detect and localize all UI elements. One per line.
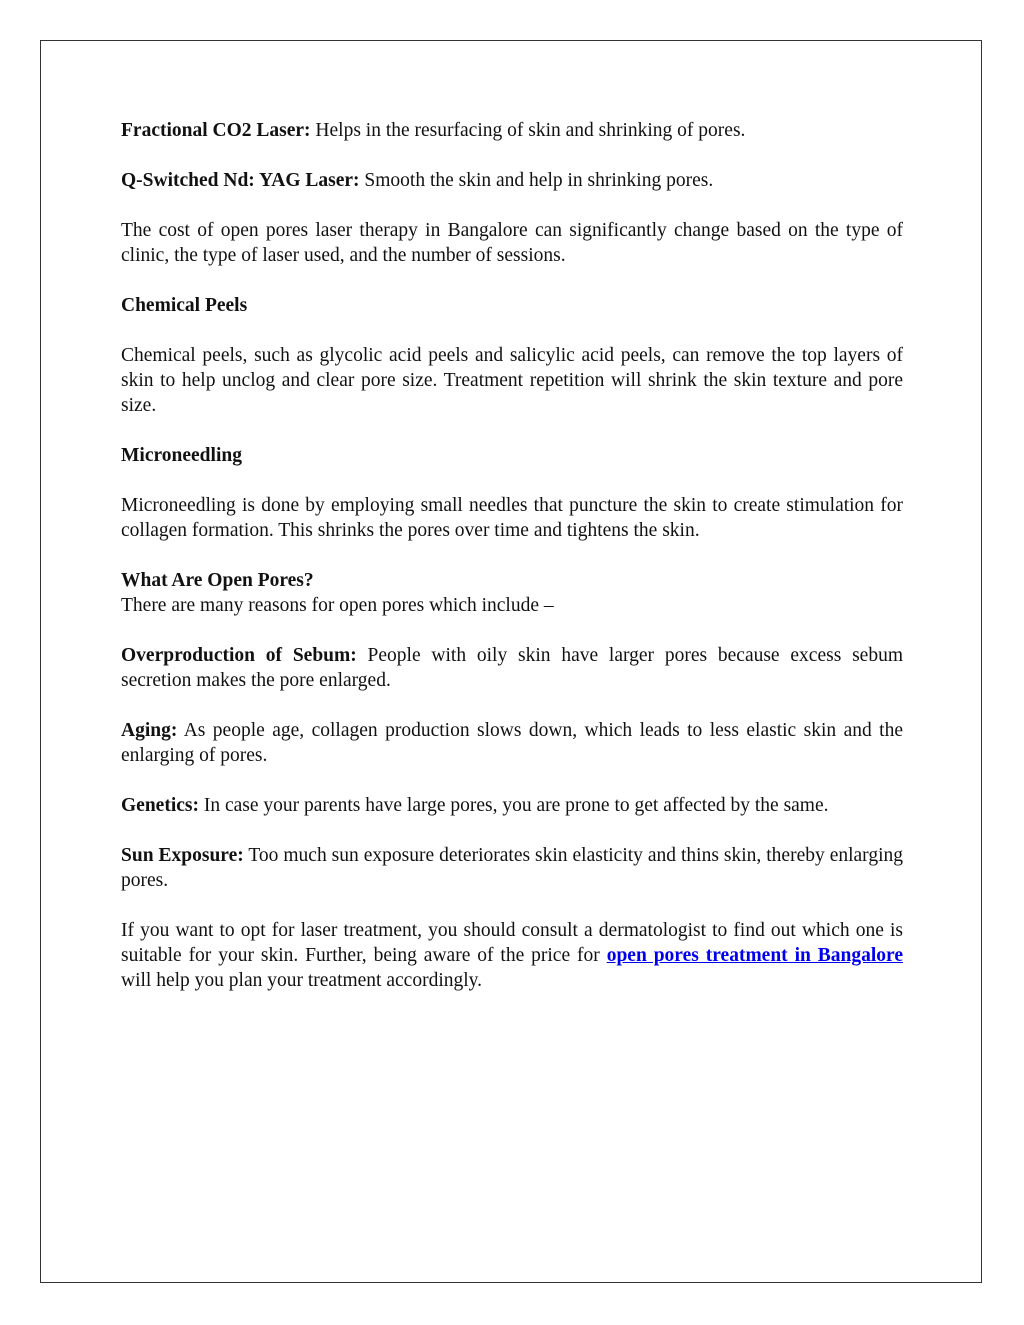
cost-paragraph: The cost of open pores laser therapy in Bangalore can significantly change based on the type of clinic, the type of laser used, and the number of sessions. (121, 220, 903, 266)
microneedling-heading-text: Microneedling (121, 445, 242, 466)
closing-text-before: If you want to opt for laser treatment, you should consult a dermatologist to find out which one is suitable for your skin. Further, being aware of the price for (121, 920, 903, 966)
open-pores-treatment-link[interactable]: open pores treatment in Bangalore (606, 945, 903, 966)
document-body (121, 118, 903, 1018)
fractional-co2-paragraph (121, 118, 903, 143)
sun-exposure-label: Sun Exposure: (121, 845, 244, 866)
chemical-peels-paragraph: Chemical peels, such as glycolic acid peels and salicylic acid peels, can remove the top layers of skin to help unclog and clear pore size. Treatment repetition will shrink the skin texture and pore size. (121, 345, 903, 416)
sebum-label: Overproduction of Sebum: (121, 645, 357, 666)
aging-text: As people age, collagen production slows down, which leads to less elastic skin and the enlarging of pores. (121, 720, 903, 766)
aging-paragraph (121, 718, 903, 768)
sebum-paragraph (121, 643, 903, 693)
genetics-text: In case your parents have large pores, you are prone to get affected by the same. (198, 795, 829, 816)
chemical-peels-heading-text: Chemical Peels (121, 295, 248, 316)
q-switched-label: Q-Switched Nd: YAG Laser: (121, 170, 360, 191)
sun-exposure-paragraph (121, 843, 903, 893)
microneedling-paragraph: Microneedling is done by employing small needles that puncture the skin to create stimulation for collagen formation. This shrinks the pores over time and tightens the skin. (121, 495, 903, 541)
genetics-paragraph (121, 793, 903, 818)
open-pores-heading (121, 568, 903, 593)
open-pores-intro: There are many reasons for open pores which include – (121, 595, 554, 616)
aging-label: Aging: (121, 720, 178, 741)
q-switched-paragraph (121, 168, 903, 193)
genetics-label: Genetics: (121, 795, 199, 816)
chemical-peels-heading (121, 293, 903, 318)
sun-exposure-text: Too much sun exposure deteriorates skin elasticity and thins skin, thereby enlarging pores. (121, 845, 903, 891)
fractional-co2-text: Helps in the resurfacing of skin and shrinking of pores. (310, 120, 746, 141)
sebum-text: People with oily skin have larger pores because excess sebum secretion makes the pore enlarged. (121, 645, 903, 691)
fractional-co2-label: Fractional CO2 Laser: (121, 120, 311, 141)
q-switched-text: Smooth the skin and help in shrinking pores. (359, 170, 714, 191)
closing-paragraph (121, 918, 903, 993)
microneedling-heading (121, 443, 903, 468)
closing-text-after: will help you plan your treatment accordingly. (121, 970, 483, 991)
open-pores-heading-text: What Are Open Pores? (121, 570, 314, 591)
